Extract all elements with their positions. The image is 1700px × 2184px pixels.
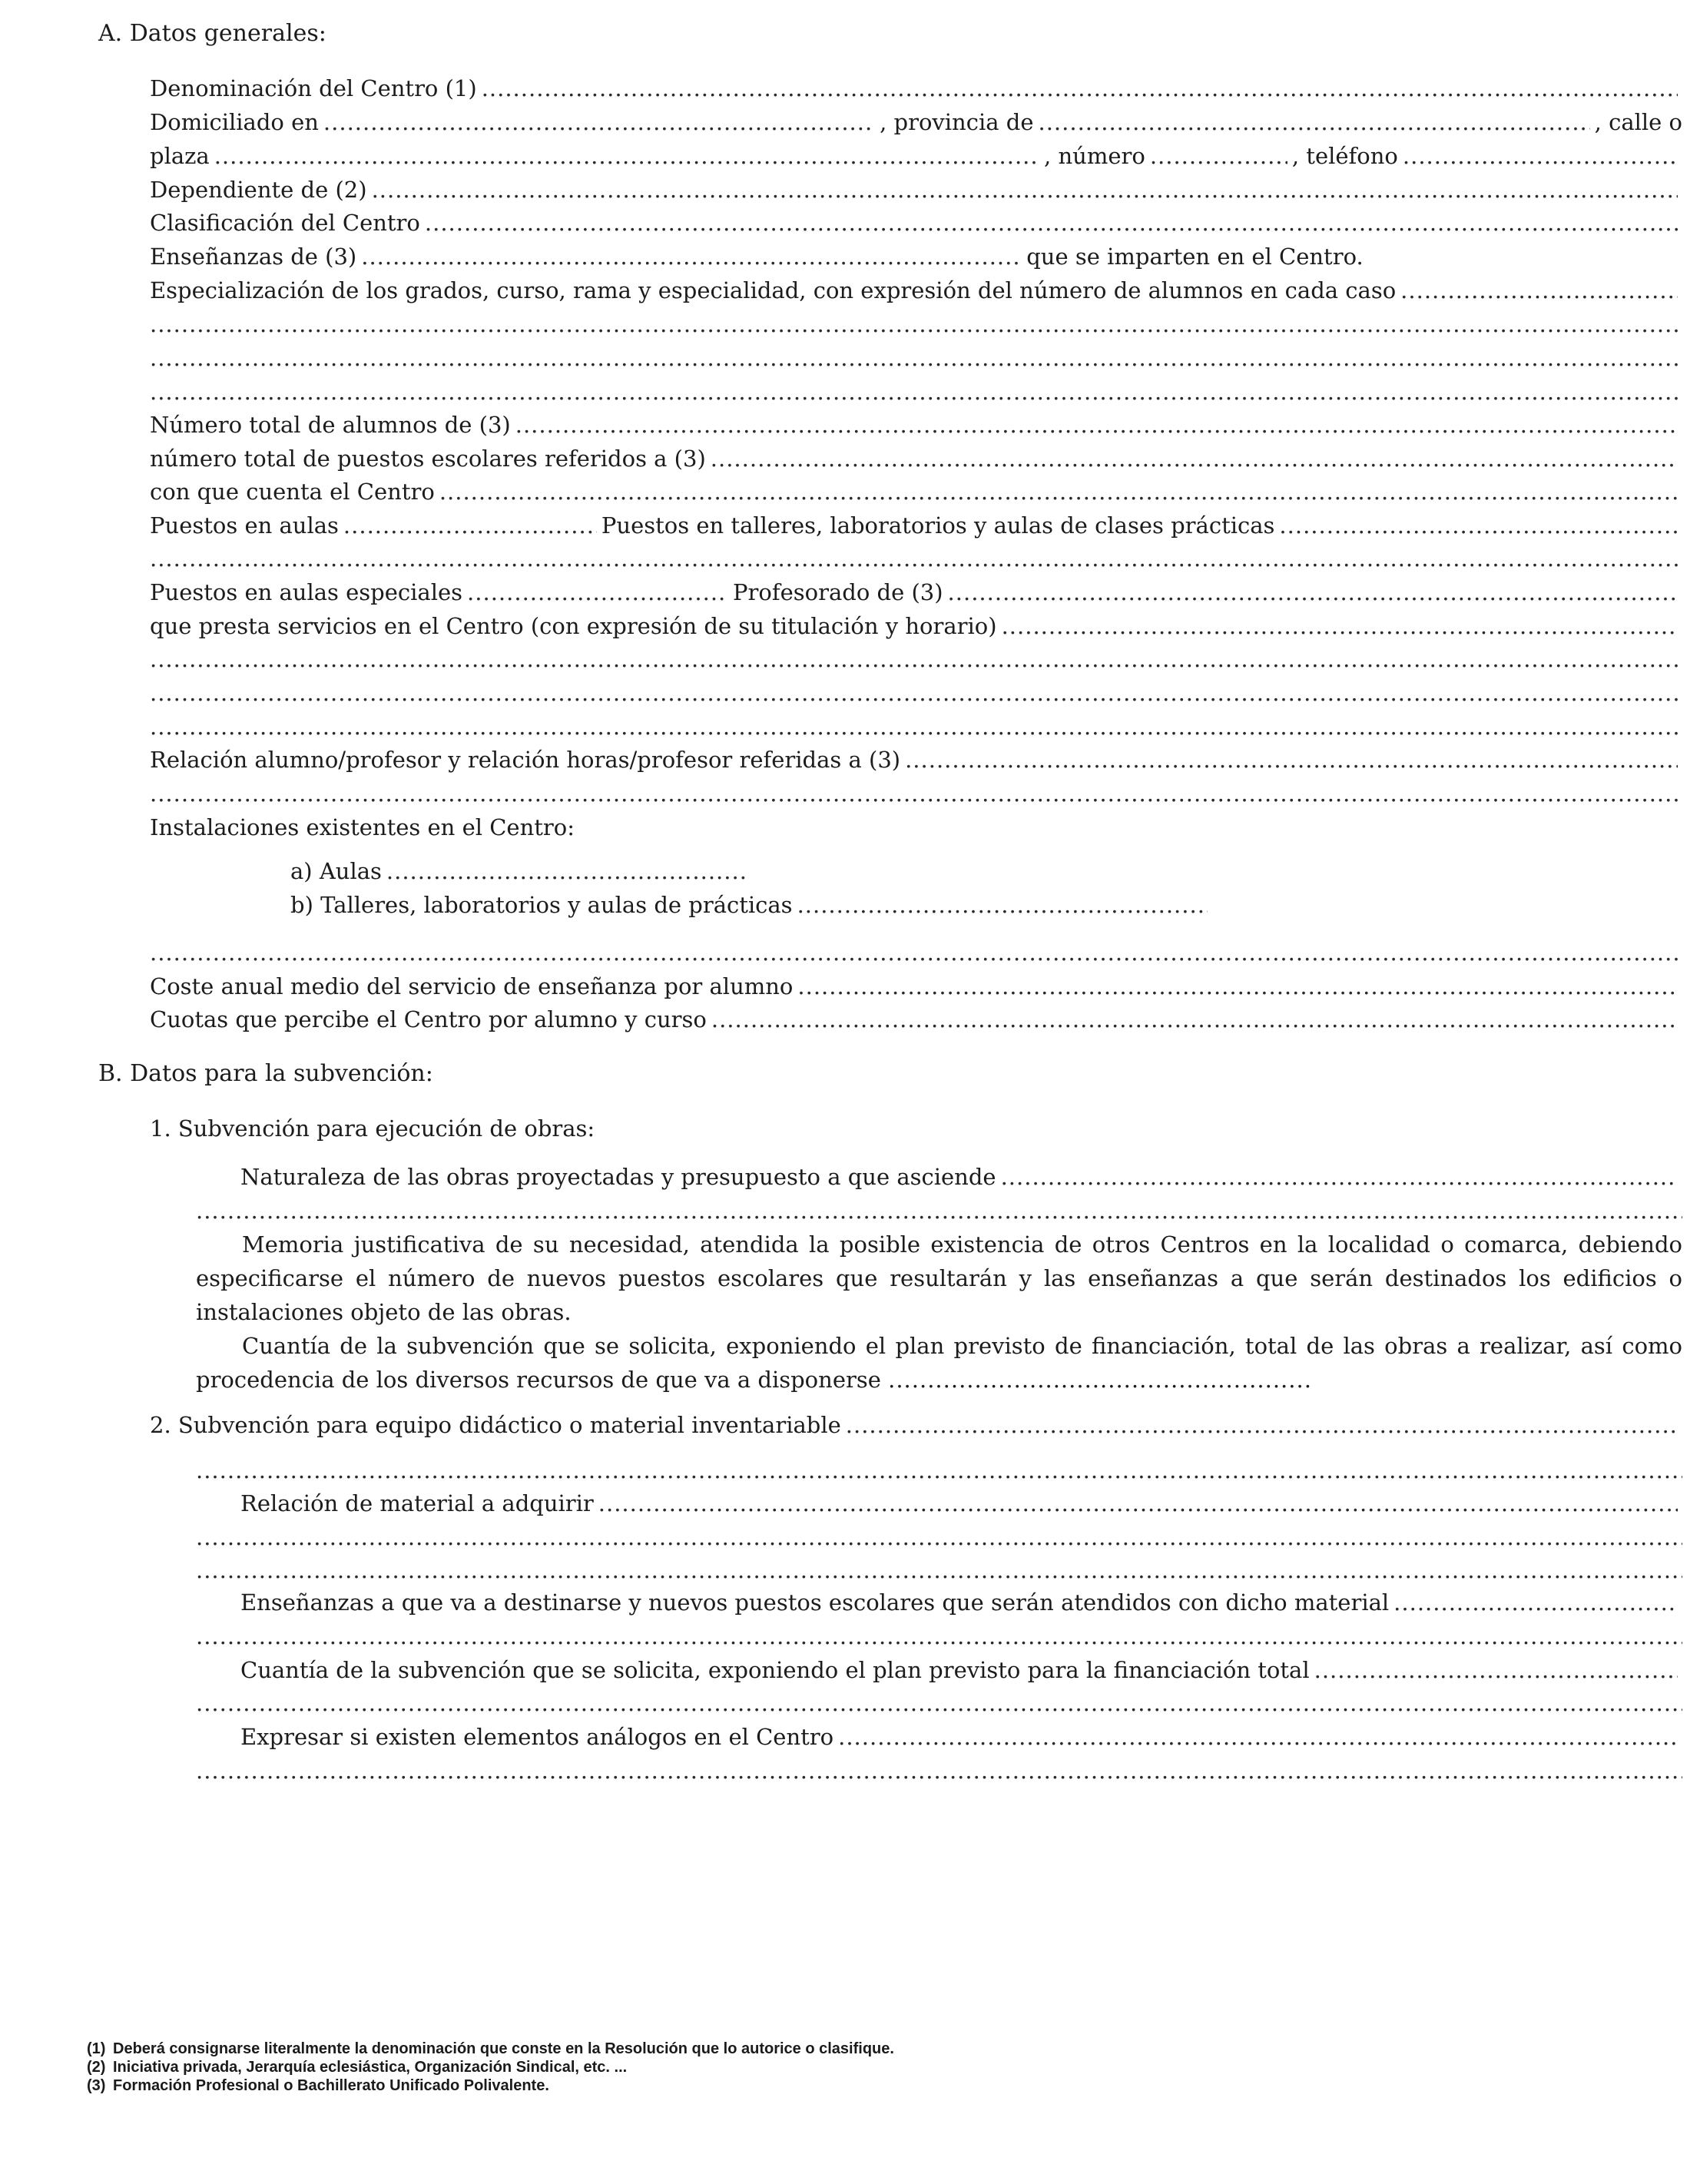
label-ensenanzas-destinarse: Enseñanzas a que va a destinarse y nuevos puestos escolares que serán atendidos con dicho material <box>240 1589 1390 1616</box>
field-domicilio <box>150 107 1682 138</box>
field-clasificacion <box>150 207 1682 238</box>
field-talleres <box>290 890 1212 920</box>
field-puestos <box>150 510 1682 541</box>
label-numero-total-puestos: número total de puestos escolares referidos a (3) <box>150 446 706 472</box>
label-relacion: Relación alumno/profesor y relación horas/profesor referidas a (3) <box>150 747 901 773</box>
label-profesorado: Profesorado de (3) <box>733 579 943 605</box>
blank-line <box>196 1688 1682 1718</box>
blank-line <box>196 1455 1682 1486</box>
blank-line <box>150 778 1682 809</box>
label-equipo: 2. Subvención para equipo didáctico o material inventariable <box>150 1412 841 1438</box>
field-cuotas <box>150 1004 1682 1035</box>
memoria-paragraph <box>196 1228 1682 1329</box>
label-domiciliado: Domiciliado en <box>150 109 319 135</box>
label-calle: , calle o <box>1594 109 1683 135</box>
section-b-heading: B. Datos para la subvención: <box>98 1060 433 1087</box>
blank-line <box>150 309 1682 340</box>
label-clasificacion: Clasificación del Centro <box>150 210 420 236</box>
blank-line <box>150 543 1682 574</box>
label-denominacion: Denominación del Centro (1) <box>150 75 477 101</box>
blank-line <box>196 1195 1682 1226</box>
field-presta-servicios <box>150 611 1682 641</box>
blank-line <box>150 678 1682 708</box>
blank-line <box>196 1522 1682 1553</box>
field-coste <box>150 971 1682 1002</box>
field-instalaciones <box>150 812 1682 843</box>
label-naturaleza: Naturaleza de las obras proyectadas y presupuesto a que asciende <box>240 1164 996 1190</box>
field-con-que-cuenta <box>150 476 1682 507</box>
memoria-text: Memoria justificativa de su necesidad, atendida la posible existencia de otros Centros en la localidad o comarca, debiendo especificarse el número de nuevos puestos escolares que resultarán y las enseñanzas a que serán destinados los edificios o instalaciones objeto de las obras. <box>196 1231 1682 1325</box>
field-aulas <box>290 856 751 887</box>
field-denominacion <box>150 73 1682 104</box>
label-aulas: a) Aulas <box>290 858 382 884</box>
blank-line <box>196 1621 1682 1652</box>
label-con-que-cuenta: con que cuenta el Centro <box>150 479 435 505</box>
blank-line <box>150 376 1682 407</box>
label-dependiente: Dependiente de (2) <box>150 177 367 203</box>
cuantia-obras-text: Cuantía de la subvención que se solicita, exponiendo el plan previsto de financiación, total de las obras a realizar, así como procedencia de los diversos recursos de que va a disponerse <box>196 1333 1682 1393</box>
label-instalaciones: Instalaciones existentes en el Centro: <box>150 814 575 840</box>
label-numero-total-alumnos: Número total de alumnos de (3) <box>150 412 511 438</box>
field-plaza <box>150 141 1682 171</box>
field-expresar <box>240 1722 1682 1752</box>
field-dependiente <box>150 174 1682 205</box>
label-talleres: b) Talleres, laboratorios y aulas de prácticas <box>290 892 793 918</box>
footnote-1: (1) Deberá consignarse literalmente la denominación que conste en la Resolución que lo autorice o clasifique. <box>87 2040 894 2057</box>
label-cuantia-equipo: Cuantía de la subvención que se solicita, exponiendo el plan previsto para la financiación total <box>240 1657 1310 1683</box>
footnotes <box>87 2040 1508 2095</box>
label-ensenanzas-tail: que se imparten en el Centro. <box>1026 244 1364 270</box>
footnote-2: (2) Iniciativa privada, Jerarquía eclesiástica, Organización Sindical, etc. ... <box>87 2059 628 2076</box>
label-telefono: , teléfono <box>1291 143 1398 169</box>
field-relacion-material <box>240 1488 1682 1519</box>
label-puestos-talleres: Puestos en talleres, laboratorios y aulas de clases prácticas <box>601 512 1275 539</box>
label-expresar: Expresar si existen elementos análogos en el Centro <box>240 1724 834 1750</box>
label-cuotas: Cuotas que percibe el Centro por alumno y curso <box>150 1006 707 1032</box>
label-presta-servicios: que presta servicios en el Centro (con expresión de su titulación y horario) <box>150 613 997 639</box>
blank-line <box>150 644 1682 674</box>
field-numero-total-alumnos <box>150 409 1682 440</box>
label-puestos-aulas: Puestos en aulas <box>150 512 339 539</box>
blank-line <box>150 343 1682 373</box>
cuantia-obras-paragraph: Cuantía de la subvención que se solicita, exponiendo el plan previsto de financiación, total de las obras a realizar, así como procedencia de los diversos recursos de que va a disponerse ...................................................... <box>196 1333 1682 1393</box>
label-relacion-material: Relación de material a adquirir <box>240 1490 594 1516</box>
label-numero: , número <box>1044 143 1145 169</box>
field-relacion <box>150 744 1682 775</box>
footnote-3: (3) Formación Profesional o Bachillerato Unificado Polivalente. <box>87 2077 549 2094</box>
label-provincia: , provincia de <box>880 109 1034 135</box>
field-naturaleza <box>240 1162 1682 1192</box>
field-puestos-especiales <box>150 577 1682 608</box>
field-numero-total-puestos <box>150 443 1682 474</box>
field-especializacion <box>150 275 1682 306</box>
field-cuantia-equipo <box>240 1655 1682 1685</box>
blank-line <box>196 1555 1682 1586</box>
label-ensenanzas: Enseñanzas de (3) <box>150 244 357 270</box>
section-a-heading: A. Datos generales: <box>98 20 326 47</box>
blank-line <box>150 711 1682 742</box>
blank-line <box>196 1755 1682 1786</box>
label-plaza: plaza <box>150 143 210 169</box>
field-ensenanzas-destinarse <box>240 1587 1682 1618</box>
blank-line <box>150 937 1682 968</box>
field-equipo <box>150 1410 1682 1440</box>
label-especializacion: Especialización de los grados, curso, rama y especialidad, con expresión del número de alumnos en cada caso <box>150 277 1397 303</box>
label-coste: Coste anual medio del servicio de enseñanza por alumno <box>150 973 794 999</box>
field-ensenanzas <box>150 241 1682 272</box>
label-puestos-especiales: Puestos en aulas especiales <box>150 579 463 605</box>
obras-heading: 1. Subvención para ejecución de obras: <box>150 1115 595 1142</box>
fill-line <box>482 73 1678 104</box>
